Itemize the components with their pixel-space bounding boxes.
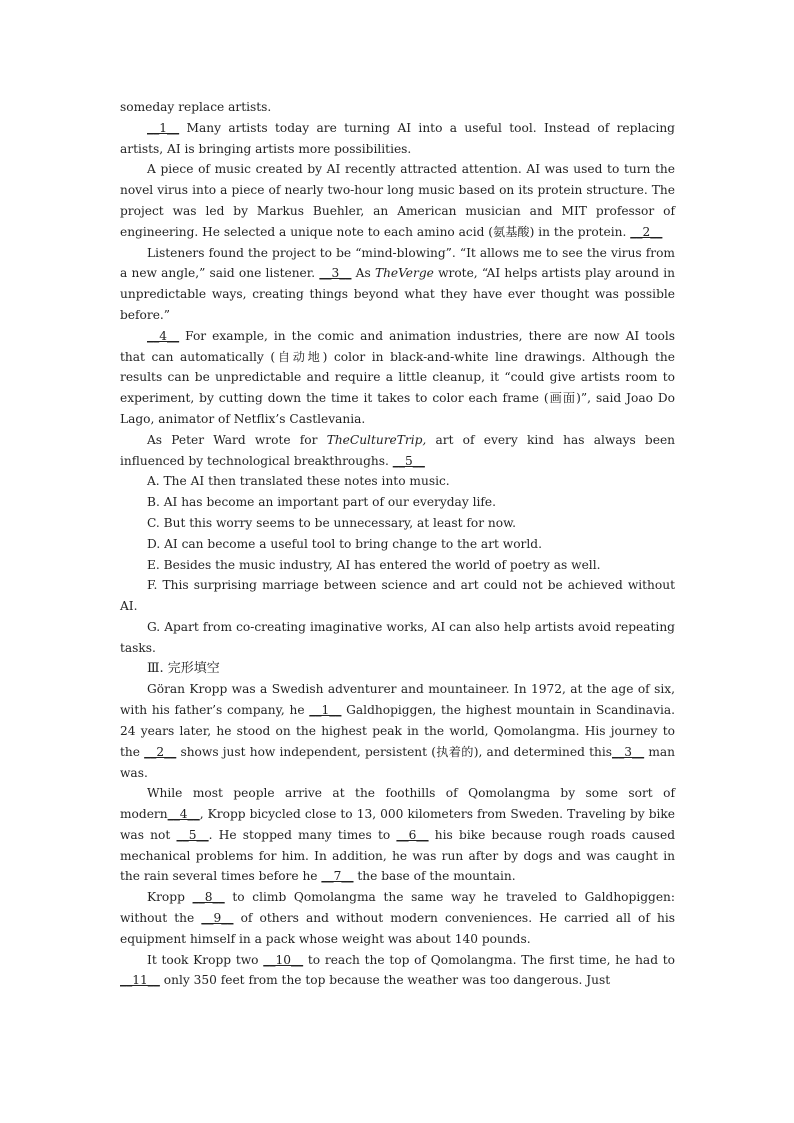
cloze-paragraph-3: Kropp __8__ to climb Qomolangma the same way he traveled to Galdhopiggen: without the __9__ of others and without modern conveniences. He carried all of his equipment himself in a pack whose weight was about 140 pounds. [120, 890, 675, 946]
cloze-paragraph-4: It took Kropp two __10__ to reach the top of Qomolangma. The first time, he had to __11__ only 350 feet from the top because the weather was too dangerous. Just [120, 952, 675, 988]
blank-1: __1__ [147, 120, 180, 135]
blank-3: __3__ [319, 266, 352, 281]
blank-8: __8__ [192, 890, 225, 905]
document-page [120, 97, 675, 991]
blank-6: __6__ [396, 827, 429, 842]
blank-1: __1__ [309, 703, 342, 718]
option-f: F. This surprising marriage between science and art could not be achieved without AI. [120, 578, 675, 614]
source-name: TheCultureTrip, [326, 432, 427, 447]
blank-2: __2__ [144, 744, 177, 759]
section-heading: Ⅲ. 完形填空 [147, 660, 220, 676]
option-d: D. AI can become a useful tool to bring change to the art world. [147, 536, 542, 551]
blank-10: __10__ [263, 952, 304, 967]
option-g: G. Apart from co-creating imaginative works, AI can also help artists avoid repeating tasks. [120, 619, 675, 655]
option-c: C. But this worry seems to be unnecessary, at least for now. [147, 515, 516, 530]
blank-2: __2__ [630, 224, 663, 239]
paragraph-3: Listeners found the project to be “mind-blowing”. “It allows me to see the virus from a new angle,” said one listener. __3__ As TheVerge wrote, “AI helps artists play around in unpredictable ways, creating things beyond what they have ever thought was possible before.” [120, 245, 675, 322]
blank-5: __5__ [176, 827, 209, 842]
paragraph-intro-tail: someday replace artists. [120, 100, 272, 114]
blank-9: __9__ [201, 911, 234, 926]
source-name: TheVerge [374, 266, 434, 281]
cloze-paragraph-2: While most people arrive at the foothills of Qomolangma by some sort of modern__4__, Kropp bicycled close to 13, 000 kilometers from Sweden. Traveling by bike was not __5__. He stopped many times to __6__ his bike because rough roads caused mechanical problems for him. In addition, he was run after by dogs and was caught in the rain several times before he __7__ the base of the mountain. [120, 786, 675, 884]
paragraph-1: __1__ Many artists today are turning AI into a useful tool. Instead of replacing artists, AI is bringing artists more possibilities. [120, 120, 675, 156]
cloze-paragraph-1: Göran Kropp was a Swedish adventurer and mountaineer. In 1972, at the age of six, with his father’s company, he __1__ Galdhopiggen, the highest mountain in Scandinavia. 24 years later, he stood on the highest peak in the world, Qomolangma. His journey to the __2__ shows just how independent, persistent (执着的), and determined this__3__ man was. [120, 682, 675, 780]
blank-3: __3__ [612, 744, 645, 759]
blank-5: __5__ [392, 453, 425, 468]
option-a: A. The AI then translated these notes into music. [147, 474, 450, 489]
blank-4: __4__ [147, 328, 180, 343]
blank-11: __11__ [120, 973, 160, 988]
blank-7: __7__ [321, 869, 354, 884]
paragraph-2: A piece of music created by AI recently attracted attention. AI was used to turn the novel virus into a piece of nearly two-hour long music based on its protein structure. The project was led by Markus Buehler, an American musician and MIT professor of engineering. He selected a unique note to each amino acid (氨基酸) in the protein. __2__ [120, 162, 675, 239]
option-b: B. AI has become an important part of our everyday life. [147, 495, 496, 510]
option-e: E. Besides the music industry, AI has entered the world of poetry as well. [147, 557, 601, 572]
paragraph-4: __4__ For example, in the comic and animation industries, there are now AI tools that can automatically (自动地) color in black-and-white line drawings. Although the results can be unpredictable and require a little cleanup, it “could give artists room to experiment, by cutting down the time it takes to color each frame (画面)”, said Joao Do Lago, animator of Netflix’s Castlevania. [120, 328, 675, 426]
paragraph-5: As Peter Ward wrote for TheCultureTrip, art of every kind has always been influenced by technological breakthroughs. __5__ [120, 432, 676, 468]
blank-4: __4__ [167, 807, 200, 822]
